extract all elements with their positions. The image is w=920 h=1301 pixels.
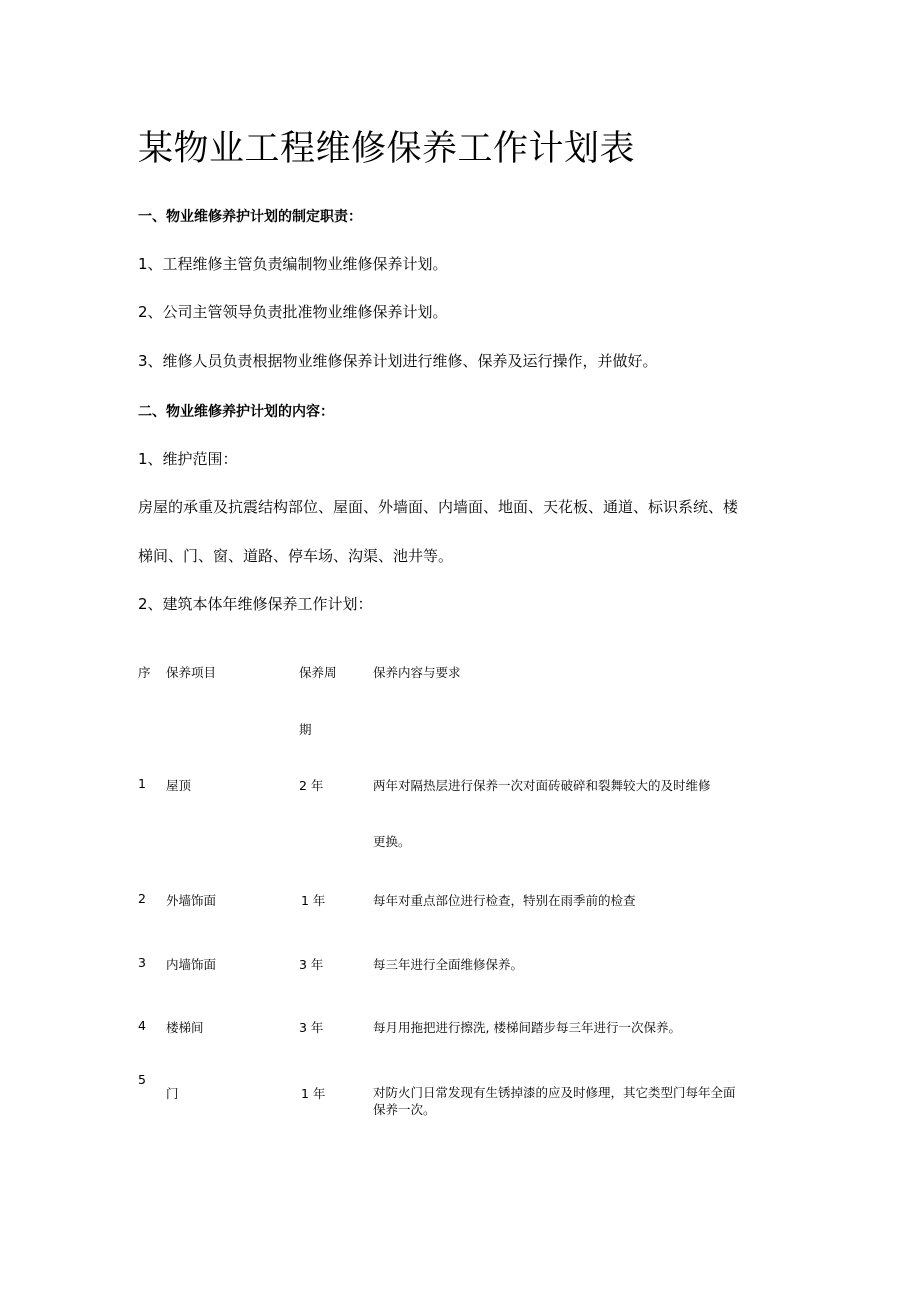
row-content: 每三年进行全面维修保养。 <box>373 957 524 972</box>
row-item: 内墙饰面 <box>166 957 217 972</box>
row-cycle: 3 年 <box>299 957 324 972</box>
responsibility-item-2: 2、公司主管领导负责批准物业维修保养计划。 <box>138 303 448 321</box>
annual-plan-label: 2、建筑本体年维修保养工作计划： <box>138 595 373 613</box>
section1-heading: 一、物业维修养护计划的制定职责： <box>138 209 362 225</box>
section2-heading: 二、物业维修养护计划的内容： <box>138 404 334 420</box>
row-seq: 5 <box>138 1072 146 1087</box>
row-item: 外墙饰面 <box>166 893 217 908</box>
row-content-cont: 更换。 <box>373 834 411 849</box>
row-seq: 3 <box>138 955 146 970</box>
row-seq: 1 <box>138 776 146 791</box>
row-item: 门 <box>166 1086 179 1101</box>
header-content: 保养内容与要求 <box>373 665 461 680</box>
row-cycle: 2 年 <box>299 778 324 793</box>
scope-text-line-2: 梯间、门、窗、道路、停车场、沟渠、池井等。 <box>138 547 454 565</box>
responsibility-item-3: 3、维修人员负责根据物业维修保养计划进行维修、保养及运行操作，并做好。 <box>138 352 658 370</box>
row-item: 屋顶 <box>166 778 192 793</box>
row-item: 楼梯间 <box>166 1020 204 1035</box>
row-cycle: 1 年 <box>301 1086 326 1101</box>
row-cycle: 1 年 <box>301 893 326 908</box>
header-item: 保养项目 <box>166 665 217 680</box>
scope-label: 1、维护范围： <box>138 450 238 468</box>
row-content: 对防火门日常发现有生锈掉漆的应及时修理，其它类型门每年全面保养一次。 <box>373 1085 736 1117</box>
document-title: 某物业工程维修保养工作计划表 <box>138 129 636 169</box>
header-seq: 序 <box>138 665 151 680</box>
row-cycle: 3 年 <box>299 1020 324 1035</box>
row-content: 两年对隔热层进行保养一次对面砖破碎和裂舞较大的及时维修 <box>373 778 711 793</box>
header-cycle-cont: 期 <box>299 722 312 737</box>
header-cycle: 保养周 <box>299 665 337 680</box>
row-seq: 4 <box>138 1018 146 1033</box>
scope-text-line-1: 房屋的承重及抗震结构部位、屋面、外墙面、内墙面、地面、天花板、通道、标识系统、楼 <box>138 498 739 516</box>
row-content: 每月用拖把进行擦洗, 楼梯间踏步每三年进行一次保养。 <box>373 1020 681 1035</box>
row-seq: 2 <box>138 891 146 906</box>
responsibility-item-1: 1、工程维修主管负责编制物业维修保养计划。 <box>138 255 448 273</box>
row-content: 每年对重点部位进行检查，特别在雨季前的检查 <box>373 893 636 908</box>
